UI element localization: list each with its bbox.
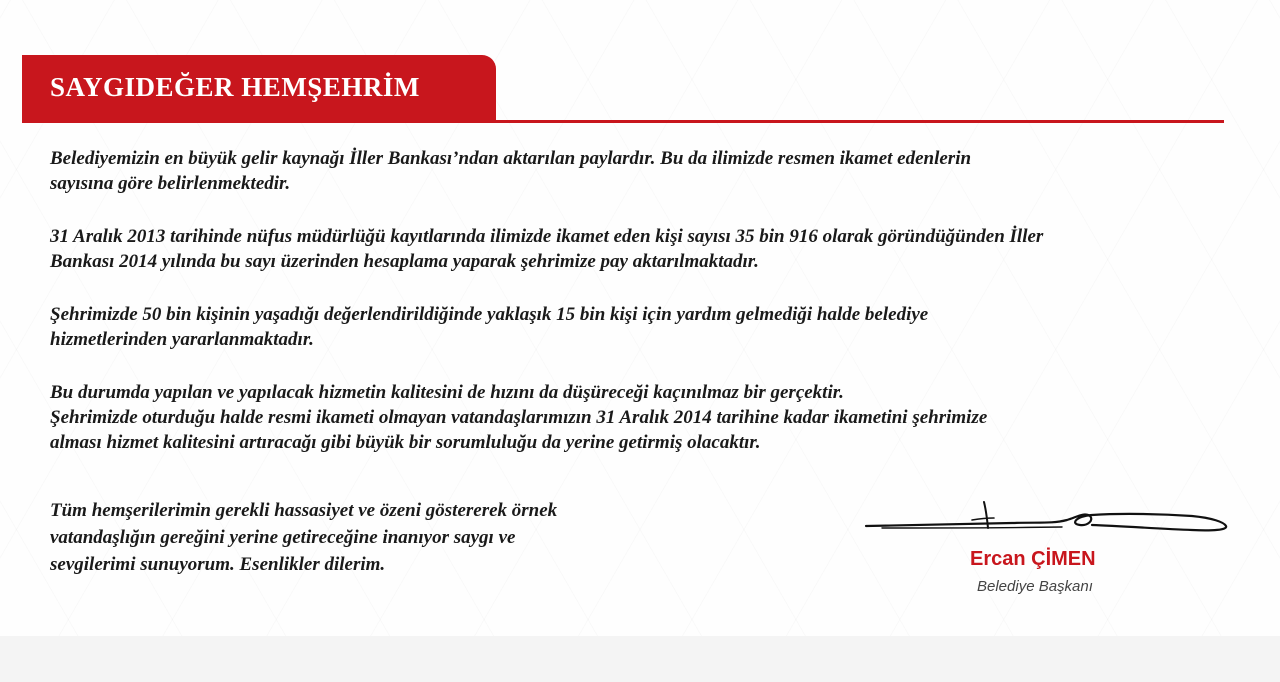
- bottom-band: [0, 636, 1280, 682]
- letter-heading: SAYGIDEĞER HEMŞEHRİM: [50, 72, 420, 102]
- signer-title: Belediye Başkanı: [977, 578, 1093, 595]
- text-line: sevgilerimi sunuyorum. Esenlikler dilerim.: [50, 554, 386, 575]
- paragraph-1: [50, 146, 1230, 196]
- text-line: Tüm hemşerilerimin gerekli hassasiyet ve özeni göstererek örnek: [50, 500, 558, 521]
- text-line: alması hizmet kalitesini artıracağı gibi büyük bir sorumluluğu da yerine getirmiş olacaktır.: [50, 432, 761, 453]
- text-line: Bankası 2014 yılında bu sayı üzerinden hesaplama yaparak şehrimize pay aktarılmaktadır.: [50, 251, 759, 272]
- text-line: 31 Aralık 2013 tarihinde nüfus müdürlüğü kayıtlarında ilimizde ikamet eden kişi sayısı 35 bin 916 olarak göründüğünden İller: [50, 226, 1044, 247]
- text-line: Belediyemizin en büyük gelir kaynağı İller Bankası’ndan aktarılan paylardır. Bu da ilimizde resmen ikamet edenlerin: [50, 148, 972, 169]
- text-line: Şehrimizde oturduğu halde resmi ikameti olmayan vatandaşlarımızın 31 Aralık 2014 tarihine kadar ikametini şehrimize: [50, 407, 988, 428]
- paragraph-2: [50, 224, 1230, 274]
- text-line: Şehrimizde 50 bin kişinin yaşadığı değerlendirildiğinde yaklaşık 15 bin kişi için yardım gelmediği halde belediye: [50, 304, 929, 325]
- signer-name: Ercan ÇİMEN: [970, 548, 1096, 570]
- paragraph-3: [50, 302, 1230, 352]
- text-line: Bu durumda yapılan ve yapılacak hizmetin kalitesini de hızını da düşüreceği kaçınılmaz bir gerçektir.: [50, 382, 844, 403]
- header-divider: [22, 120, 1224, 123]
- closing-paragraph: [50, 497, 557, 578]
- text-line: sayısına göre belirlenmektedir.: [50, 173, 291, 194]
- letter-body: [50, 146, 1230, 483]
- text-line: vatandaşlığın gereğini yerine getireceğine inanıyor saygı ve: [50, 527, 516, 548]
- text-line: hizmetlerinden yararlanmaktadır.: [50, 329, 314, 350]
- signature-image: [862, 498, 1232, 548]
- paragraph-4: [50, 380, 1230, 455]
